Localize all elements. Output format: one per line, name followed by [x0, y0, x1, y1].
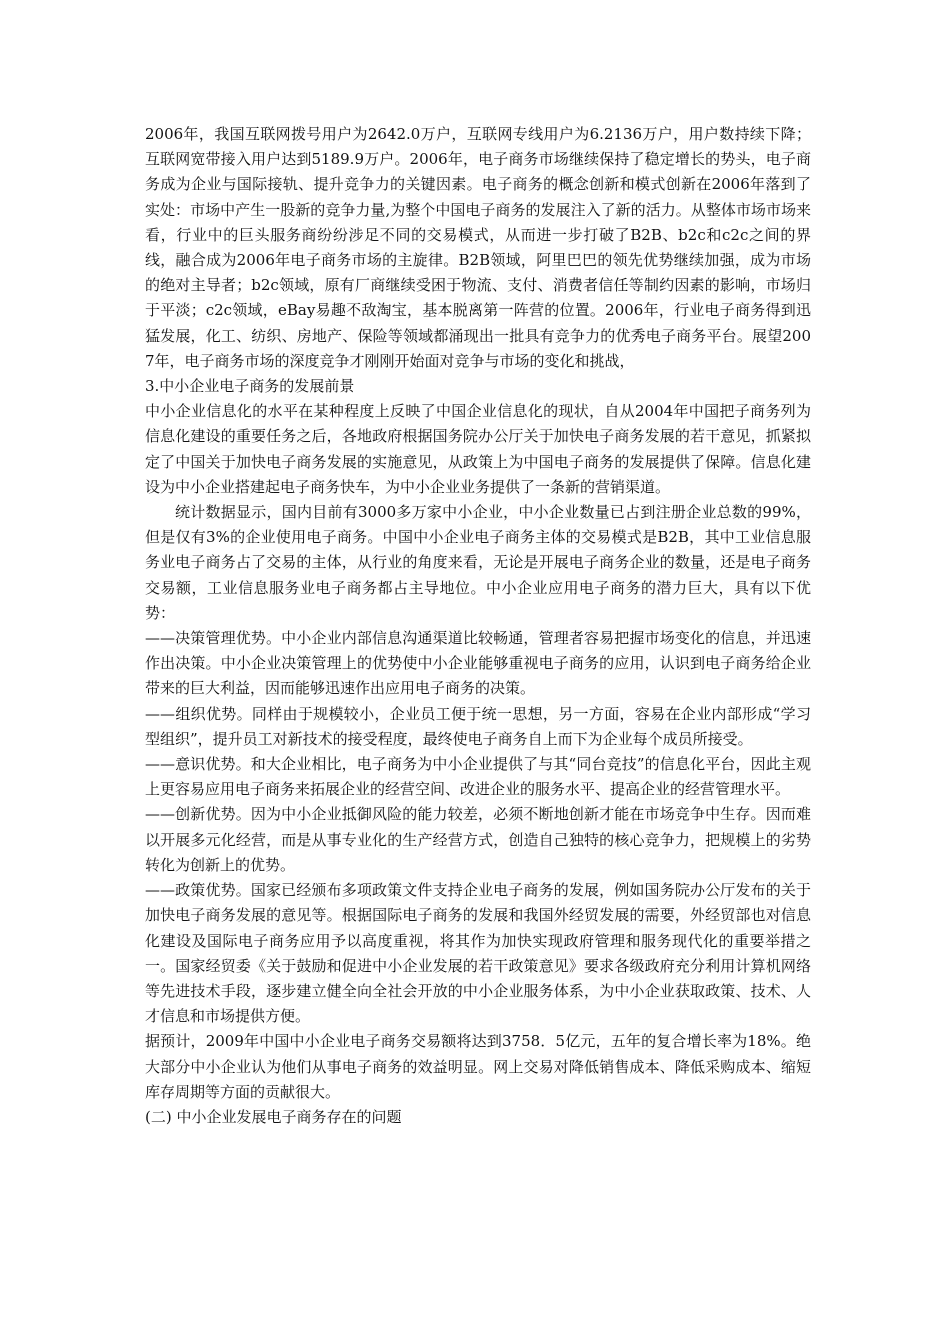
paragraph-awareness-advantage: ——意识优势。和大企业相比，电子商务为中小企业提供了与其“同台竞技”的信息化平台，因此主观上更容易应用电子商务来拓展企业的经营空间、改进企业的服务水平、提高企业的经营管理水平。 [145, 755, 811, 799]
section-heading-prospects: 3.中小企业电子商务的发展前景 [145, 377, 355, 396]
paragraph-informatization: 中小企业信息化的水平在某种程度上反映了中国企业信息化的现状，自从2004年中国把子商务列为信息化建设的重要任务之后，各地政府根据国务院办公厅关于加快电子商务发展的若干意见，抓紧拟定了中国关于加快电子商务发展的实施意见，从政策上为中国电子商务的发展提供了保障。信息化建设为中小企业搭建起电子商务快车，为中小企业业务提供了一条新的营销渠道。 [145, 402, 811, 496]
paragraph-policy-advantage: ——政策优势。国家已经颁布多项政策文件支持企业电子商务的发展，例如国务院办公厅发布的关于加快电子商务发展的意见等。根据国际电子商务的发展和我国外经贸发展的需要，外经贸部也对信息化建设及国际电子商务应用予以高度重视，将其作为加快实现政府管理和服务现代化的重要举措之一。国家经贸委《关于鼓励和促进中小企业发展的若干政策意见》要求各级政府充分利用计算机网络等先进技术手段，逐步建立健全向全社会开放的中小企业服务体系，为中小企业获取政策、技术、人才信息和市场提供方便。 [145, 881, 811, 1026]
document-page [145, 122, 811, 1130]
paragraph-2006-market: 2006年，我国互联网拨号用户为2642.0万户，互联网专线用户为6.2136万户，用户数持续下降；互联网宽带接入用户达到5189.9万户。2006年，电子商务市场继续保持了稳定增长的势头，电子商务成为企业与国际接轨、提升竞争力的关键因素。电子商务的概念创新和模式创新在2006年落到了实处：市场中产生一股新的竞争力量,为整个中国电子商务的发展注入了新的活力。从整体市场市场来看，行业中的巨头服务商纷纷涉足不同的交易模式，从而进一步打破了B2B、b2c和c2c之间的界线，融合成为2006年电子商务市场的主旋律。B2B领域，阿里巴巴的领先优势继续加强，成为市场的绝对主导者；b2c领域，原有厂商继续受困于物流、支付、消费者信任等制约因素的影响，市场归于平淡；c2c领域，eBay易趣不敌淘宝，基本脱离第一阵营的位置。2006年，行业电子商务得到迅猛发展，化工、纺织、房地产、保险等领域都涌现出一批具有竞争力的优秀电子商务平台。展望2007年，电子商务市场的深度竞争才刚刚开始面对竞争与市场的变化和挑战， [145, 125, 811, 370]
paragraph-decision-advantage: ——决策管理优势。中小企业内部信息沟通渠道比较畅通，管理者容易把握市场变化的信息，并迅速作出决策。中小企业决策管理上的优势使中小企业能够重视电子商务的应用，认识到电子商务给企业带来的巨大利益，因而能够迅速作出应用电子商务的决策。 [145, 629, 811, 698]
paragraph-forecast: 据预计，2009年中国中小企业电子商务交易额将达到3758．5亿元，五年的复合增长率为18%。绝大部分中小企业认为他们从事电子商务的效益明显。网上交易对降低销售成本、降低采购成本、缩短库存周期等方面的贡献很大。 [145, 1032, 811, 1101]
paragraph-organization-advantage: ——组织优势。同样由于规模较小，企业员工便于统一思想，另一方面，容易在企业内部形成“学习型组织”，提升员工对新技术的接受程度，最终使电子商务自上而下为企业每个成员所接受。 [145, 704, 811, 748]
section-heading-problems: (二) 中小企业发展电子商务存在的问题 [145, 1107, 402, 1126]
paragraph-statistics: 统计数据显示，国内目前有3000多万家中小企业，中小企业数量已占到注册企业总数的99%，但是仅有3%的企业使用电子商务。中国中小企业电子商务主体的交易模式是B2B，其中工业信息服务业电子商务占了交易的主体，从行业的角度来看，无论是开展电子商务企业的数量，还是电子商务交易额，工业信息服务业电子商务都占主导地位。中小企业应用电子商务的潜力巨大，具有以下优势： [145, 503, 811, 622]
paragraph-innovation-advantage: ——创新优势。因为中小企业抵御风险的能力较差，必须不断地创新才能在市场竞争中生存。因而难以开展多元化经营，而是从事专业化的生产经营方式，创造自己独特的核心竞争力，把规模上的劣势转化为创新上的优势。 [145, 805, 811, 874]
